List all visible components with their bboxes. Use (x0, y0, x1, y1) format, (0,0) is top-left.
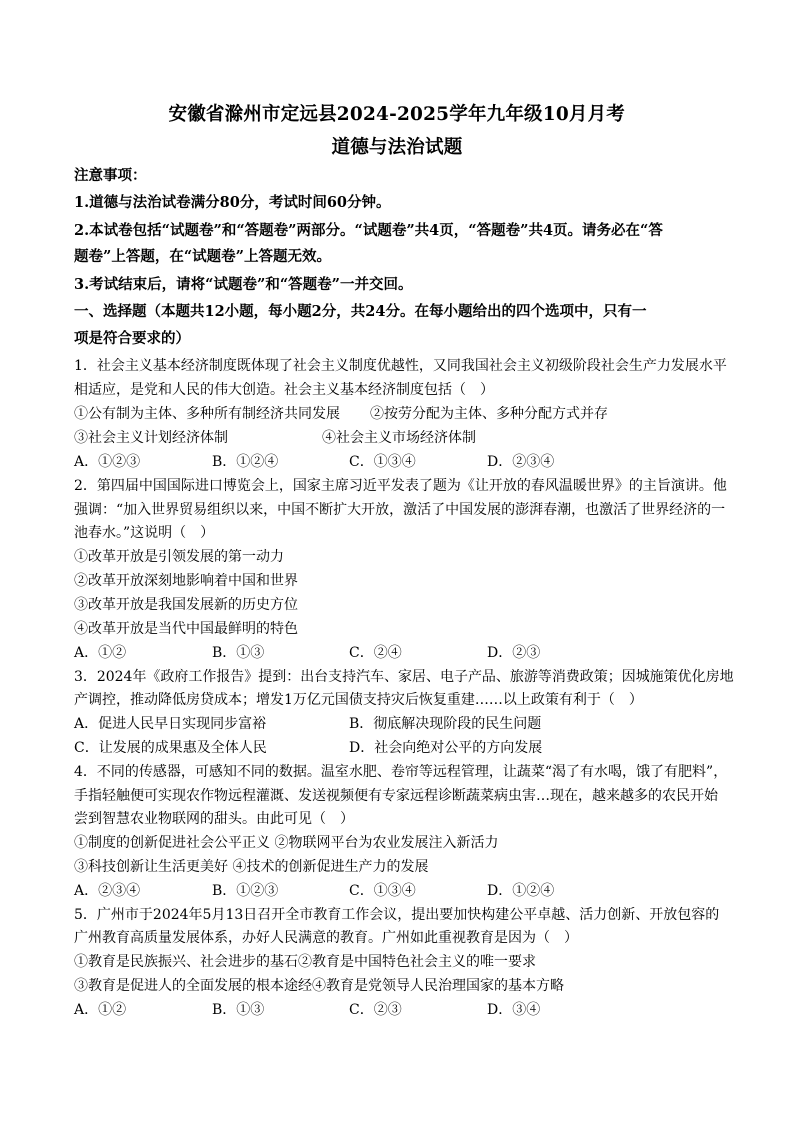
q4-stem-line-3: 尝到智慧农业物联网的甜头。由此可见（ ） (74, 811, 354, 827)
q5-statements-1-2: ①教育是民族振兴、社会进步的基石②教育是中国特色社会主义的唯一要求 (74, 954, 536, 970)
q3-stem-line-2: 产调控，推动降低房贷成本；增发1万亿元国债支持灾后恢复重建……以上政策有利于（ ） (74, 692, 643, 708)
q4-statements-3-4: ③科技创新让生活更美好 ④技术的创新促进生产力的发展 (74, 859, 429, 875)
q2-stem-line-1: 2．第四届中国国际进口博览会上，国家主席习近平发表了题为《让开放的春风温暖世界》的主旨演讲。他 (74, 478, 727, 494)
exam-subject-title: 道德与法治试题 (331, 137, 463, 158)
q2-stem-line-3: 池春水。”这说明（ ） (74, 525, 215, 541)
q2-statement-1: ①改革开放是引领发展的第一动力 (74, 549, 284, 565)
q1-statement-2: ②按劳分配为主体、多种分配方式并存 (370, 406, 608, 422)
q4-option-a: A．②③④ (74, 883, 141, 899)
q5-option-d: D．③④ (487, 1002, 541, 1018)
section-heading-line-2: 项是符合要求的） (74, 330, 190, 347)
q5-option-c: C．②③ (349, 1002, 402, 1018)
exam-title: 安徽省滁州市定远县2024-2025学年九年级10月月考 (168, 104, 626, 125)
q2-option-b: B．①③ (212, 645, 265, 661)
q1-option-b: B．①②④ (212, 454, 279, 470)
q3-stem-line-1: 3．2024年《政府工作报告》提到：出台支持汽车、家居、电子产品、旅游等消费政策；因城施策优化房地 (74, 669, 734, 685)
notice-item-2-line-1: 2.本试卷包括“试题卷”和“答题卷”两部分。“试题卷”共4页，“答题卷”共4页。请务必在“答 (74, 222, 663, 239)
q4-option-c: C．①③④ (349, 883, 416, 899)
q4-option-b: B．①②③ (212, 883, 279, 899)
q3-option-a: A．促进人民早日实现同步富裕 (74, 716, 267, 732)
q3-option-d: D．社会向绝对公平的方向发展 (349, 740, 543, 756)
q2-statement-4: ④改革开放是当代中国最鲜明的特色 (74, 621, 298, 637)
q4-stem-line-1: 4．不同的传感器，可感知不同的数据。温室水肥、卷帘等远程管理，让蔬菜“渴了有水喝，饿了有肥料”， (74, 764, 728, 780)
q2-option-d: D．②③ (487, 645, 541, 661)
q2-statement-2: ②改革开放深刻地影响着中国和世界 (74, 573, 298, 589)
section-heading-line-1: 一、选择题（本题共12小题，每小题2分，共24分。在每小题给出的四个选项中，只有一 (74, 303, 647, 320)
notice-item-2-line-2: 题卷”上答题，在“试题卷”上答题无效。 (74, 248, 332, 265)
q1-stem-line-2: 相适应，是党和人民的伟大创造。社会主义基本经济制度包括（ ） (74, 382, 494, 398)
q3-option-b: B．彻底解决现阶段的民生问题 (349, 716, 542, 732)
q5-option-a: A．①② (74, 1002, 127, 1018)
q1-statement-4: ④社会主义市场经济体制 (322, 430, 476, 446)
q5-stem-line-2: 广州教育高质量发展体系，办好人民满意的教育。广州如此重视教育是因为（ ） (74, 930, 578, 946)
q2-stem-line-2: 强调：“加入世界贸易组织以来，中国不断扩大开放，激活了中国发展的澎湃春潮，也激活了世界经济的一 (74, 502, 726, 518)
q5-statements-3-4: ③教育是促进人的全面发展的根本途经④教育是党领导人民治理国家的基本方略 (74, 978, 564, 994)
q2-option-c: C．②④ (349, 645, 402, 661)
q5-stem-line-1: 5．广州市于2024年5月13日召开全市教育工作会议，提出要加快构建公平卓越、活力创新、开放包容的 (74, 907, 720, 923)
q2-option-a: A．①② (74, 645, 127, 661)
notice-item-1: 1.道德与法治试卷满分80分，考试时间60分钟。 (74, 194, 391, 211)
q4-statements-1-2: ①制度的创新促进社会公平正义 ②物联网平台为农业发展注入新活力 (74, 835, 499, 851)
q1-stem-line-1: 1．社会主义基本经济制度既体现了社会主义制度优越性，又同我国社会主义初级阶段社会生产力发展水平 (74, 358, 727, 374)
notice-item-3: 3.考试结束后，请将“试题卷”和“答题卷”一并交回。 (74, 276, 413, 293)
q1-option-c: C．①③④ (349, 454, 416, 470)
q1-statement-3: ③社会主义计划经济体制 (74, 430, 228, 446)
q1-statement-1: ①公有制为主体、多种所有制经济共同发展 (74, 406, 340, 422)
q5-option-b: B．①③ (212, 1002, 265, 1018)
q4-stem-line-2: 手指轻触便可实现农作物远程灌溉、发送视频便有专家远程诊断蔬菜病虫害…现在，越来越多的农民开始 (74, 788, 718, 804)
q2-statement-3: ③改革开放是我国发展新的历史方位 (74, 597, 298, 613)
q1-option-a: A．①②③ (74, 454, 141, 470)
q4-option-d: D．①②④ (487, 883, 555, 899)
q3-option-c: C．让发展的成果惠及全体人民 (74, 740, 267, 756)
q1-option-d: D．②③④ (487, 454, 555, 470)
notice-heading: 注意事项： (74, 167, 147, 184)
